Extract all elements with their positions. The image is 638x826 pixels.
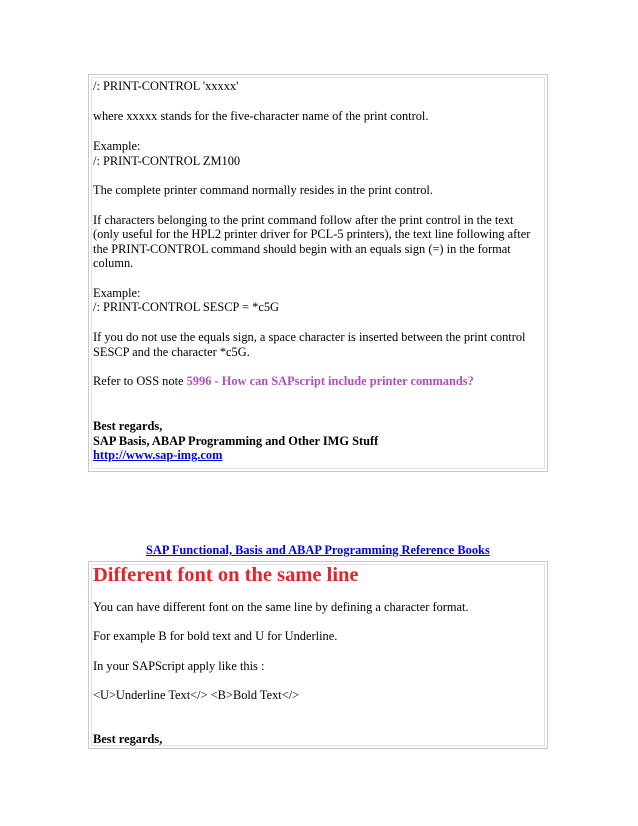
where-text: where xxxxx stands for the five-character name of the print control.: [93, 109, 429, 123]
content-box-different-font: [88, 561, 548, 749]
example-command-2: /: PRINT-CONTROL SESCP = *c5G: [93, 300, 279, 314]
if-characters-line-4: column.: [93, 256, 134, 270]
example-label-1: Example:: [93, 139, 141, 153]
best-regards-1: Best regards,: [93, 419, 163, 433]
complete-command-text: The complete printer command normally resides in the print control.: [93, 183, 433, 197]
refer-prefix: Refer to OSS note: [93, 374, 187, 388]
content-box-print-control: [88, 74, 548, 472]
sapscript-apply-text: In your SAPScript apply like this :: [93, 659, 265, 673]
signature-text: SAP Basis, ABAP Programming and Other IMG Stuff: [93, 434, 379, 448]
equals-sign-line-2: SESCP and the character *c5G.: [93, 345, 250, 359]
if-characters-line-2: (only useful for the HPL2 printer driver for PCL-5 printers), the text line following after: [93, 227, 531, 241]
if-characters-line-3: the PRINT-CONTROL command should begin with an equals sign (=) in the format: [93, 242, 511, 256]
if-characters-line-1: If characters belonging to the print command follow after the print control in the text: [93, 213, 514, 227]
format-tags-example: <U>Underline Text</> <B>Bold Text</>: [93, 688, 300, 702]
equals-sign-line-1: If you do not use the equals sign, a space character is inserted between the print control: [93, 330, 526, 344]
sap-img-url-line: [93, 448, 545, 463]
reference-books-link[interactable]: SAP Functional, Basis and ABAP Programming Reference Books: [146, 543, 490, 557]
bold-underline-example: For example B for bold text and U for Underline.: [93, 629, 338, 643]
best-regards-2: Best regards,: [93, 732, 163, 746]
section-heading-different-font: Different font on the same line: [93, 564, 359, 586]
example-command-1: /: PRINT-CONTROL ZM100: [93, 154, 241, 168]
oss-note-reference: [93, 374, 545, 389]
print-control-syntax: /: PRINT-CONTROL 'xxxxx': [93, 79, 239, 93]
sap-img-url-link[interactable]: http://www.sap-img.com: [93, 448, 223, 462]
example-label-2: Example:: [93, 286, 141, 300]
oss-note-link[interactable]: 5996 - How can SAPscript include printer commands?: [186, 374, 474, 388]
different-font-intro: You can have different font on the same line by defining a character format.: [93, 600, 469, 614]
